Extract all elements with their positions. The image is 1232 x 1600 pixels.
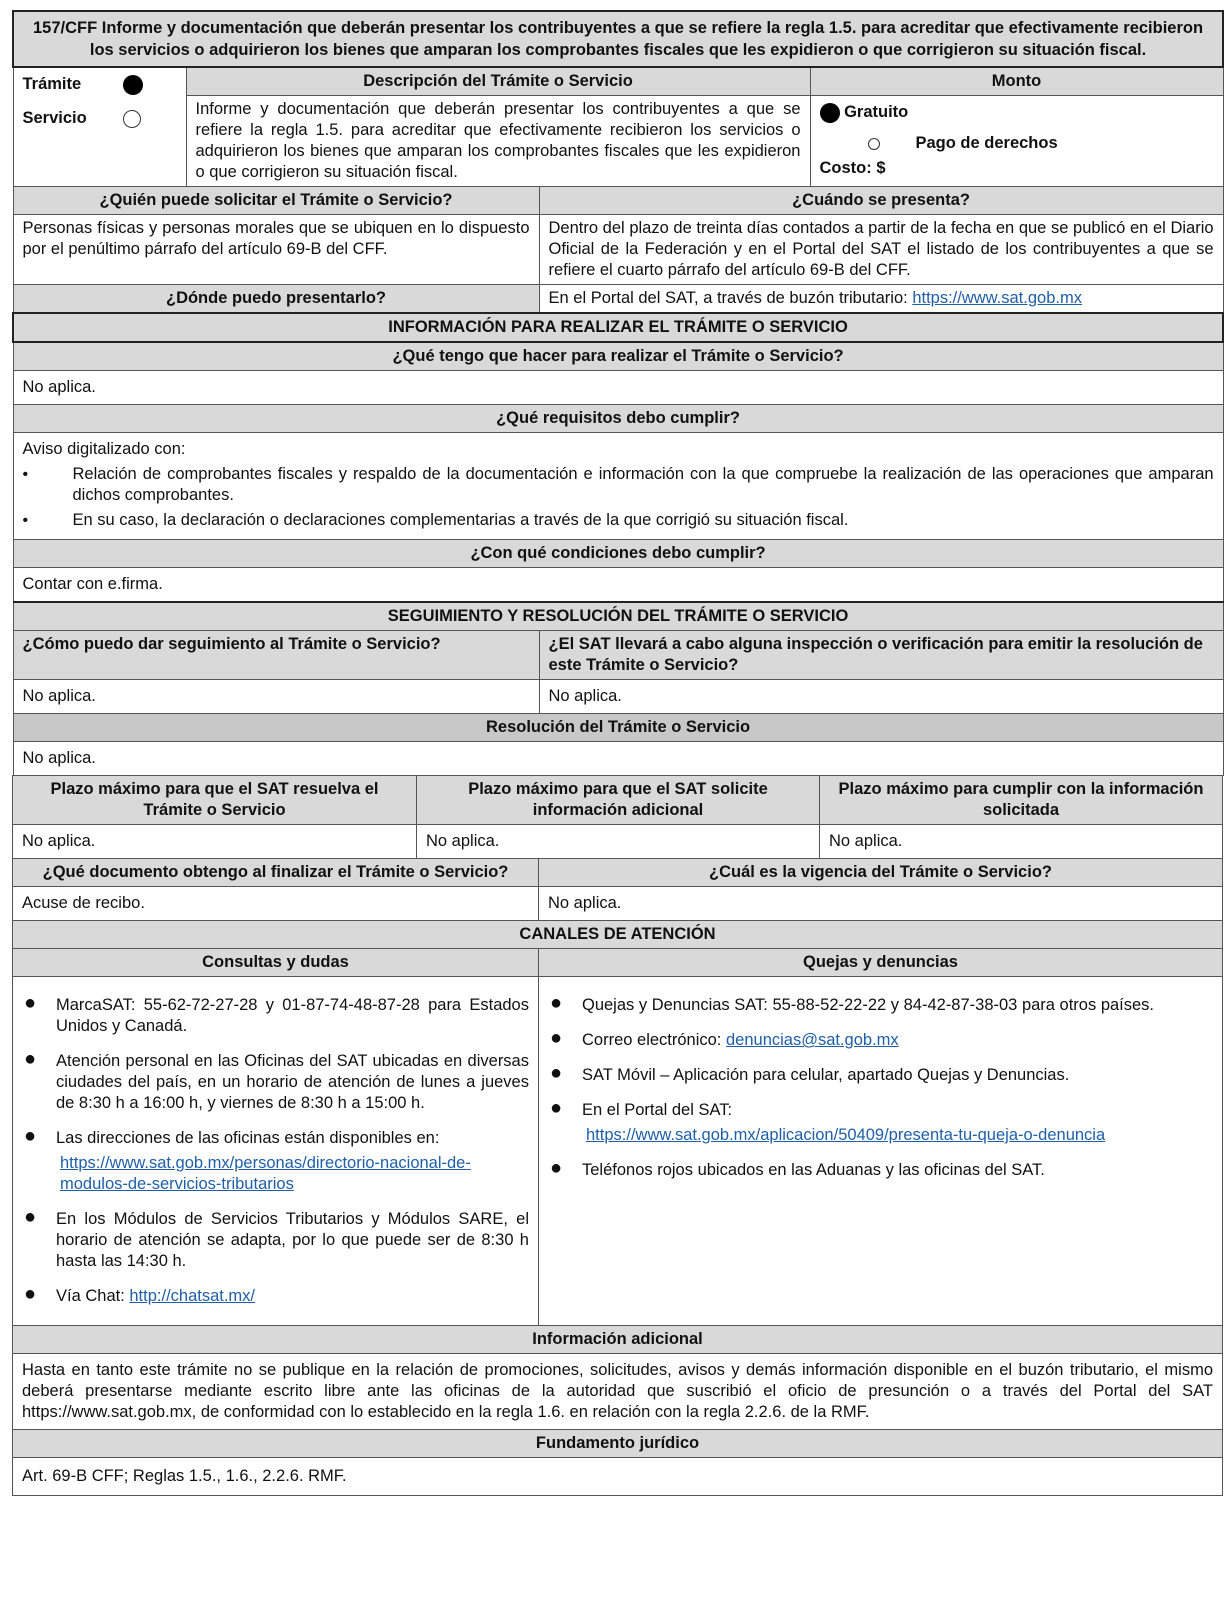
costo-label: Costo: $ <box>819 159 886 177</box>
list-item: ● En el Portal del SAT: https://www.sat.gob.mx/aplicacion/50409/presenta-tu-queja-o-denuncia <box>548 1100 1213 1146</box>
list-item: ● MarcaSAT: 55-62-72-27-28 y 01-87-74-48-87-28 para Estados Unidos y Canadá. <box>24 992 529 1035</box>
fundamento-text: Art. 69-B CFF; Reglas 1.5., 1.6., 2.2.6. RMF. <box>13 1458 1223 1496</box>
canales-table <box>12 858 1223 1496</box>
plazo-solicite-header: Plazo máximo para que el SAT solicite información adicional <box>417 776 820 825</box>
consultas-cell <box>13 977 539 1326</box>
queja-link[interactable]: https://www.sat.gob.mx/aplicacion/50409/presenta-tu-queja-o-denuncia <box>586 1126 1106 1144</box>
pago-radio-empty-icon <box>868 134 880 152</box>
donde-text: En el Portal del SAT, a través de buzón tributario: <box>548 289 913 307</box>
monto-header: Monto <box>810 67 1223 96</box>
quejas-cell <box>539 977 1223 1326</box>
monto-cell <box>810 96 1223 187</box>
requisitos-list <box>23 464 1214 531</box>
list-item: • En su caso, la declaración o declaraciones complementarias a través de la que corrigió su situación fiscal. <box>22 511 849 529</box>
list-item: ● Atención personal en las Oficinas del SAT ubicadas en diversas ciudades del país, en un horario de atención de lunes a jueves de 8:30 h a 16:00 h, y viernes de 8:30 h a 15:00 h. <box>24 1048 529 1112</box>
requisitos-header: ¿Qué requisitos debo cumplir? <box>13 405 1223 433</box>
list-item: ● En los Módulos de Servicios Tributarios y Módulos SARE, el horario de atención se adapta, por lo que puede ser de 8:30 h hasta las 14:30 h. <box>24 1206 529 1270</box>
gratuito-label: Gratuito <box>844 103 909 121</box>
documento-header: ¿Qué documento obtengo al finalizar el Trámite o Servicio? <box>13 859 539 887</box>
requisitos-cell <box>13 433 1223 540</box>
email-link[interactable]: denuncias@sat.gob.mx <box>725 1031 899 1049</box>
quien-text: Personas físicas y personas morales que se ubiquen en lo dispuesto por el penúltimo párrafo del artículo 69-B del CFF. <box>13 215 539 285</box>
requisitos-intro: Aviso digitalizado con: <box>22 440 186 458</box>
documento-text: Acuse de recibo. <box>13 887 539 921</box>
resolucion-header: Resolución del Trámite o Servicio <box>13 714 1223 742</box>
quejas-list <box>548 992 1213 1181</box>
que-hacer-text: No aplica. <box>13 371 1223 405</box>
donde-cell <box>539 285 1223 314</box>
condiciones-header: ¿Con qué condiciones debo cumplir? <box>13 540 1223 568</box>
consultas-header: Consultas y dudas <box>13 949 539 977</box>
plazos-table <box>12 775 1223 859</box>
canales-section-header: CANALES DE ATENCIÓN <box>13 921 1223 949</box>
tramite-sheet <box>12 10 1222 1496</box>
consultas-list <box>22 992 529 1307</box>
vigencia-header: ¿Cuál es la vigencia del Trámite o Servicio? <box>539 859 1223 887</box>
tramite-label: Trámite <box>22 75 82 93</box>
inspeccion-header: ¿El SAT llevará a cabo alguna inspección o verificación para emitir la resolución de este Trámite o Servicio? <box>539 631 1223 680</box>
main-table <box>12 10 1224 776</box>
plazo-resuelva-header: Plazo máximo para que el SAT resuelva el Trámite o Servicio <box>13 776 417 825</box>
descripcion-text: Informe y documentación que deberán presentar los contribuyentes a que se refiere la regla 1.5. para acreditar que efectivamente recibieron los servicios o adquirieron los bienes que amparan los comprobantes fiscales que les expidieron o que corrigieron su situación fiscal. <box>186 96 810 187</box>
fundamento-header: Fundamento jurídico <box>13 1430 1223 1458</box>
cuando-header: ¿Cuándo se presenta? <box>539 187 1223 215</box>
page-title: 157/CFF Informe y documentación que deberán presentar los contribuyentes a que se refiere la regla 1.5. para acreditar que efectivamente recibieron los servicios o adquirieron los bienes que amparan los comprobantes fiscales que les expidieron o que corrigieron su situación fiscal. <box>13 11 1223 67</box>
seguimiento-header: ¿Cómo puedo dar seguimiento al Trámite o Servicio? <box>13 631 539 680</box>
list-item: ● Las direcciones de las oficinas están disponibles en: https://www.sat.gob.mx/personas/directorio-nacional-de-modulos-de-servicios-tributarios <box>22 1128 529 1195</box>
donde-header: ¿Dónde puedo presentarlo? <box>13 285 539 314</box>
gratuito-radio-filled-icon <box>820 103 840 121</box>
tipo-cell <box>13 67 186 187</box>
descripcion-header: Descripción del Trámite o Servicio <box>186 67 810 96</box>
info-adicional-text: Hasta en tanto este trámite no se publique en la relación de promociones, solicitudes, avisos y demás información disponible en el buzón tributario, el mismo deberá presentarse mediante escrito libre ante las oficinas de la autoridad que suscribió el oficio de presunción o a través del Portal del SAT https://www.sat.gob.mx, de conformidad con lo establecido en la regla 1.6. en relación con la regla 2.2.6. de la RMF. <box>13 1354 1223 1430</box>
list-item: ● Teléfonos rojos ubicados en las Aduanas y las oficinas del SAT. <box>550 1157 1045 1179</box>
inspeccion-text: No aplica. <box>539 680 1223 714</box>
plazo-cumplir-header: Plazo máximo para cumplir con la información solicitada <box>820 776 1223 825</box>
plazo-solicite-text: No aplica. <box>417 825 820 859</box>
plazo-cumplir-text: No aplica. <box>820 825 1223 859</box>
list-item: ● SAT Móvil – Aplicación para celular, apartado Quejas y Denuncias. <box>550 1062 1070 1084</box>
list-item: ● Quejas y Denuncias SAT: 55-88-52-22-22 y 84-42-87-38-03 para otros países. <box>550 992 1155 1014</box>
list-item: ● Correo electrónico: denuncias@sat.gob.mx <box>550 1027 899 1049</box>
info-adicional-header: Información adicional <box>13 1326 1223 1354</box>
directorio-link[interactable]: https://www.sat.gob.mx/personas/directorio-nacional-de-modulos-de-servicios-tributarios <box>60 1154 471 1193</box>
pago-label: Pago de derechos <box>915 134 1058 152</box>
info-section-header: INFORMACIÓN PARA REALIZAR EL TRÁMITE O SERVICIO <box>13 313 1223 342</box>
servicio-radio-empty-icon <box>123 108 141 129</box>
vigencia-text: No aplica. <box>539 887 1223 921</box>
chat-link[interactable]: http://chatsat.mx/ <box>129 1287 256 1305</box>
servicio-label: Servicio <box>22 109 87 127</box>
resolucion-text: No aplica. <box>13 742 1223 776</box>
cuando-text: Dentro del plazo de treinta días contados a partir de la fecha en que se publicó en el Diario Oficial de la Federación y en el Portal del SAT el listado de los contribuyentes a que se refiere el cuarto párrafo del artículo 69-B del CFF. <box>539 215 1223 285</box>
list-item: • Relación de comprobantes fiscales y respaldo de la documentación e información con la que compruebe la realización de las operaciones que amparan dichos comprobantes. <box>22 465 1214 504</box>
plazo-resuelva-text: No aplica. <box>13 825 417 859</box>
quejas-header: Quejas y denuncias <box>539 949 1223 977</box>
list-item: ● Vía Chat: http://chatsat.mx/ <box>24 1283 256 1305</box>
que-hacer-header: ¿Qué tengo que hacer para realizar el Trámite o Servicio? <box>13 342 1223 371</box>
quien-header: ¿Quién puede solicitar el Trámite o Servicio? <box>13 187 539 215</box>
tramite-radio-filled-icon <box>123 74 143 95</box>
seguimiento-text: No aplica. <box>13 680 539 714</box>
sat-portal-link[interactable]: https://www.sat.gob.mx <box>912 289 1082 307</box>
seguimiento-section-header: SEGUIMIENTO Y RESOLUCIÓN DEL TRÁMITE O SERVICIO <box>13 602 1223 631</box>
condiciones-text: Contar con e.firma. <box>13 568 1223 603</box>
